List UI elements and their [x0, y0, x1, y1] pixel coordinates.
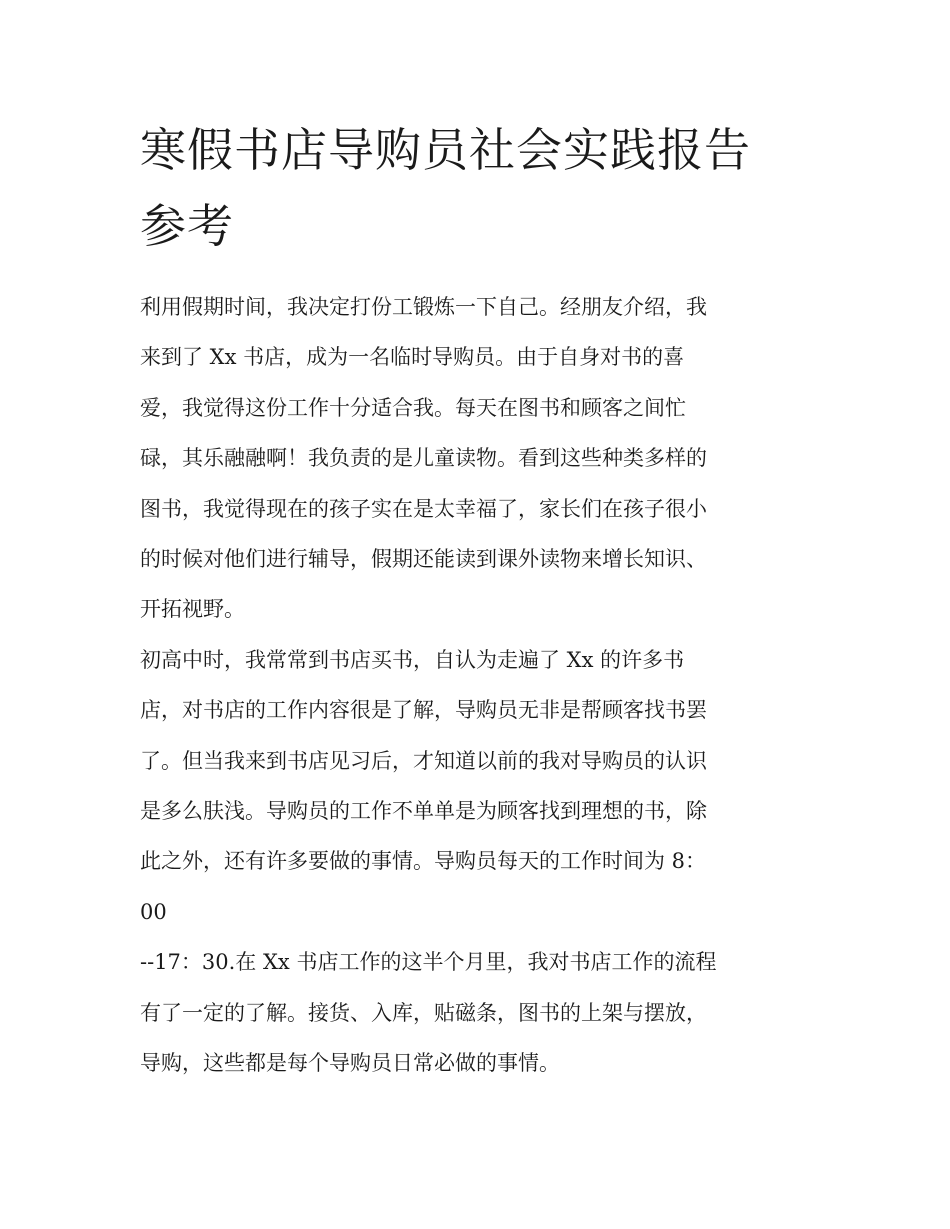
- text-line: 爱，我觉得这份工作十分适合我。每天在图书和顾客之间忙: [140, 395, 686, 420]
- text-line: 店，对书店的工作内容很是了解，导购员无非是帮顾客找书罢: [140, 698, 707, 723]
- title-line: 寒假书店导购员社会实践报告: [140, 123, 751, 177]
- text-line: 开拓视野。: [140, 597, 245, 622]
- text-line: 了。但当我来到书店见习后，才知道以前的我对导购员的认识: [140, 748, 707, 773]
- text-line: 来到了 Xx 书店，成为一名临时导购员。由于自身对书的喜: [140, 345, 685, 370]
- text-line: 00: [140, 899, 167, 924]
- text-line: --17：30.在 Xx 书店工作的这半个月里，我对书店工作的流程: [140, 950, 717, 975]
- paragraph: [140, 282, 812, 635]
- text-line: 初高中时，我常常到书店买书，自认为走遍了 Xx 的许多书: [140, 647, 685, 672]
- text-line: 图书，我觉得现在的孩子实在是太幸福了，家长们在孩子很小: [140, 496, 707, 521]
- title-line: 参考: [140, 199, 234, 253]
- text-line: 碌，其乐融融啊！我负责的是儿童读物。看到这些种类多样的: [140, 446, 707, 471]
- document-title: [140, 112, 812, 264]
- text-line: 是多么肤浅。导购员的工作不单单是为顾客找到理想的书，除: [140, 799, 707, 824]
- text-line: 导购，这些都是每个导购员日常必做的事情。: [140, 1051, 560, 1076]
- text-line: 利用假期时间，我决定打份工锻炼一下自己。经朋友介绍，我: [140, 295, 707, 319]
- document-page: [140, 112, 812, 1089]
- text-line: 的时候对他们进行辅导，假期还能读到课外读物来增长知识、: [140, 547, 707, 572]
- paragraph: [140, 937, 812, 1088]
- paragraph: [140, 635, 812, 937]
- text-line: 有了一定的了解。接货、入库，贴磁条，图书的上架与摆放，: [140, 1000, 707, 1025]
- text-line: 此之外，还有许多要做的事情。导购员每天的工作时间为 8：: [140, 849, 707, 874]
